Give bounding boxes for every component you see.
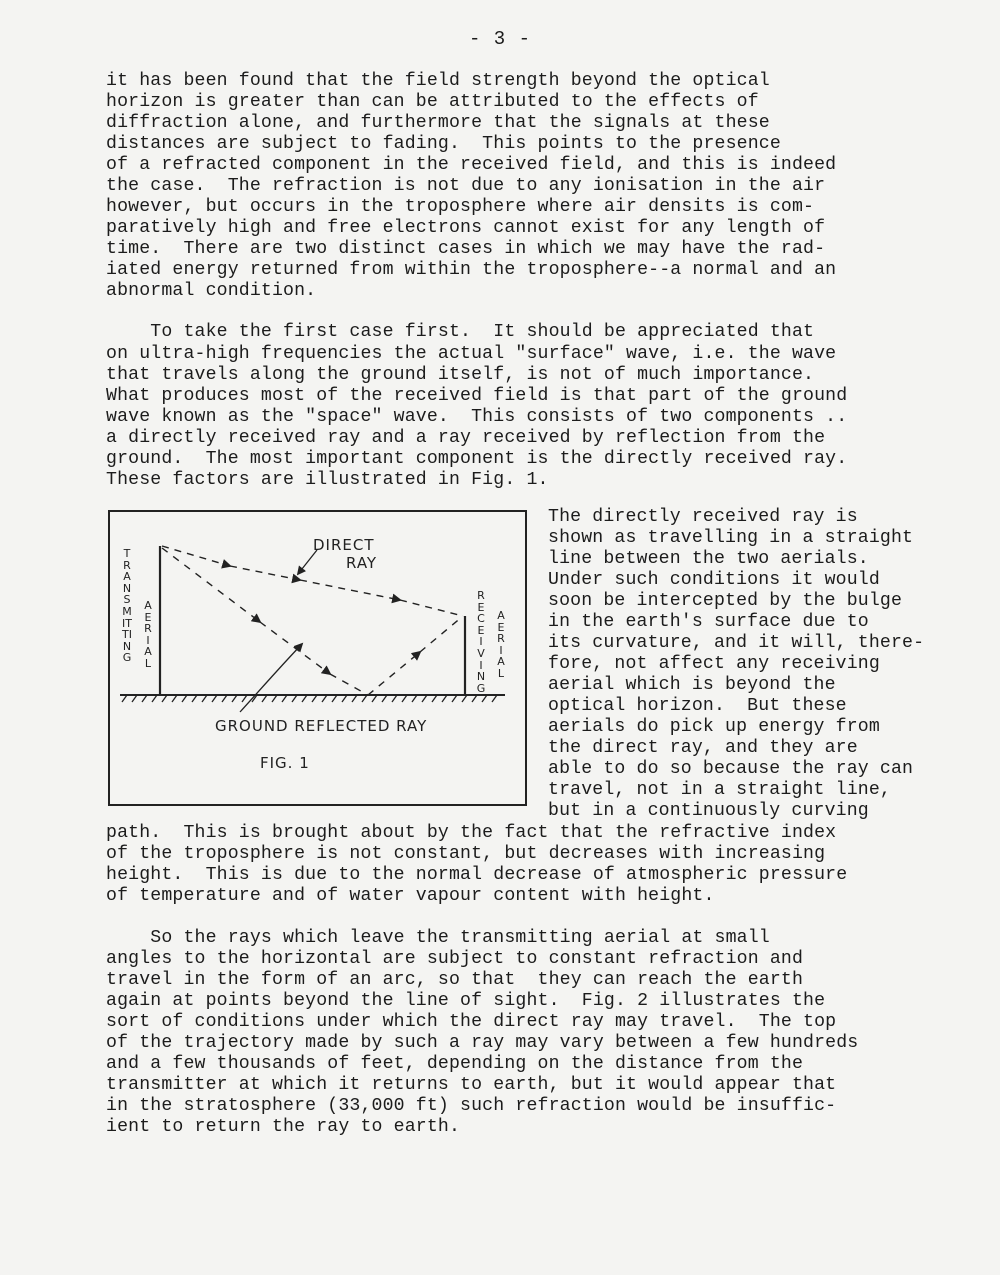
text-line: of a refracted component in the received field, and this is indeed [106,155,837,175]
text-line: angles to the horizontal are subject to constant refraction and [106,949,804,969]
text-line: paratively high and free electrons cannot exist for any length of [106,218,826,238]
text-line: ground. The most important component is the directly received ray. [106,449,848,469]
text-line: soon be intercepted by the bulge [548,591,903,611]
receiving-label: RECEIVING [476,589,486,695]
text-line: of temperature and of water vapour content with height. [106,886,715,906]
text-line: diffraction alone, and furthermore that the signals at these [106,113,770,133]
text-line: able to do so because the ray can [548,759,914,779]
text-line: travel, not in a straight line, [548,780,891,800]
text-line: height. This is due to the normal decrease of atmospheric pressure [106,865,848,885]
text-line: sort of conditions under which the direct ray may travel. The top [106,1012,837,1032]
text-line: wave known as the "space" wave. This consists of two components .. [106,407,848,427]
text-line: What produces most of the received field is that part of the ground [106,386,848,406]
text-line: however, but occurs in the troposphere where air densits is com- [106,197,815,217]
text-line: iated energy returned from within the troposphere--a normal and an [106,260,837,280]
text-line: it has been found that the field strength beyond the optical [106,71,770,91]
text-line: a directly received ray and a ray received by reflection from the [106,428,826,448]
text-line: abnormal condition. [106,281,317,301]
text-line: The directly received ray is [548,507,858,527]
text-line: shown as travelling in a straight [548,528,914,548]
text-line: optical horizon. But these [548,696,847,716]
figure-caption: FIG. 1 [260,754,310,772]
direct-ray-label-2: RAY [346,554,378,572]
page-number: - 3 - [468,28,531,50]
text-line: time. There are two distinct cases in which we may have the rad- [106,239,826,259]
text-line: in the earth's surface due to [548,612,869,632]
text-line: These factors are illustrated in Fig. 1. [106,470,549,490]
text-line: travel in the form of an arc, so that they can reach the earth [106,970,804,990]
text-line: horizon is greater than can be attributed to the effects of [106,92,759,112]
text-line: ient to return the ray to earth. [106,1117,461,1137]
text-line: but in a continuously curving [548,801,869,821]
figure-1-drawing [110,512,525,804]
transmitting-label: TRANSMITTING [122,547,132,665]
transmitting-aerial-label: AERIAL [144,599,152,670]
receiving-aerial-label: AERIAL [497,609,505,680]
text-line: distances are subject to fading. This points to the presence [106,134,781,154]
text-line: line between the two aerials. [548,549,869,569]
text-line: that travels along the ground itself, is not of much importance. [106,365,815,385]
text-line: the case. The refraction is not due to any ionisation in the air [106,176,826,196]
text-line: aerials do pick up energy from [548,717,880,737]
text-line: of the trajectory made by such a ray may vary between a few hundreds [106,1033,859,1053]
text-line: So the rays which leave the transmitting aerial at small [106,928,770,948]
text-line: To take the first case first. It should be appreciated that [106,322,815,342]
text-line: the direct ray, and they are [548,738,858,758]
ground-ray-label: GROUND REFLECTED RAY [215,717,428,735]
figure-1 [108,510,527,806]
text-line: path. This is brought about by the fact that the refractive index [106,823,837,843]
text-line: on ultra-high frequencies the actual "surface" wave, i.e. the wave [106,344,837,364]
text-line: transmitter at which it returns to earth, but it would appear that [106,1075,837,1095]
ground-hatching [122,695,497,702]
text-line: of the troposphere is not constant, but decreases with increasing [106,844,826,864]
text-line: and a few thousands of feet, depending on the distance from the [106,1054,804,1074]
text-line: Under such conditions it would [548,570,880,590]
direct-ray-label-1: DIRECT [313,536,375,554]
text-line: in the stratosphere (33,000 ft) such refraction would be insuffic- [106,1096,837,1116]
text-line: again at points beyond the line of sight. Fig. 2 illustrates the [106,991,826,1011]
text-line: its curvature, and it will, there- [548,633,925,653]
ground-reflected-ray [162,548,463,695]
text-line: fore, not affect any receiving [548,654,880,674]
text-line: aerial which is beyond the [548,675,836,695]
